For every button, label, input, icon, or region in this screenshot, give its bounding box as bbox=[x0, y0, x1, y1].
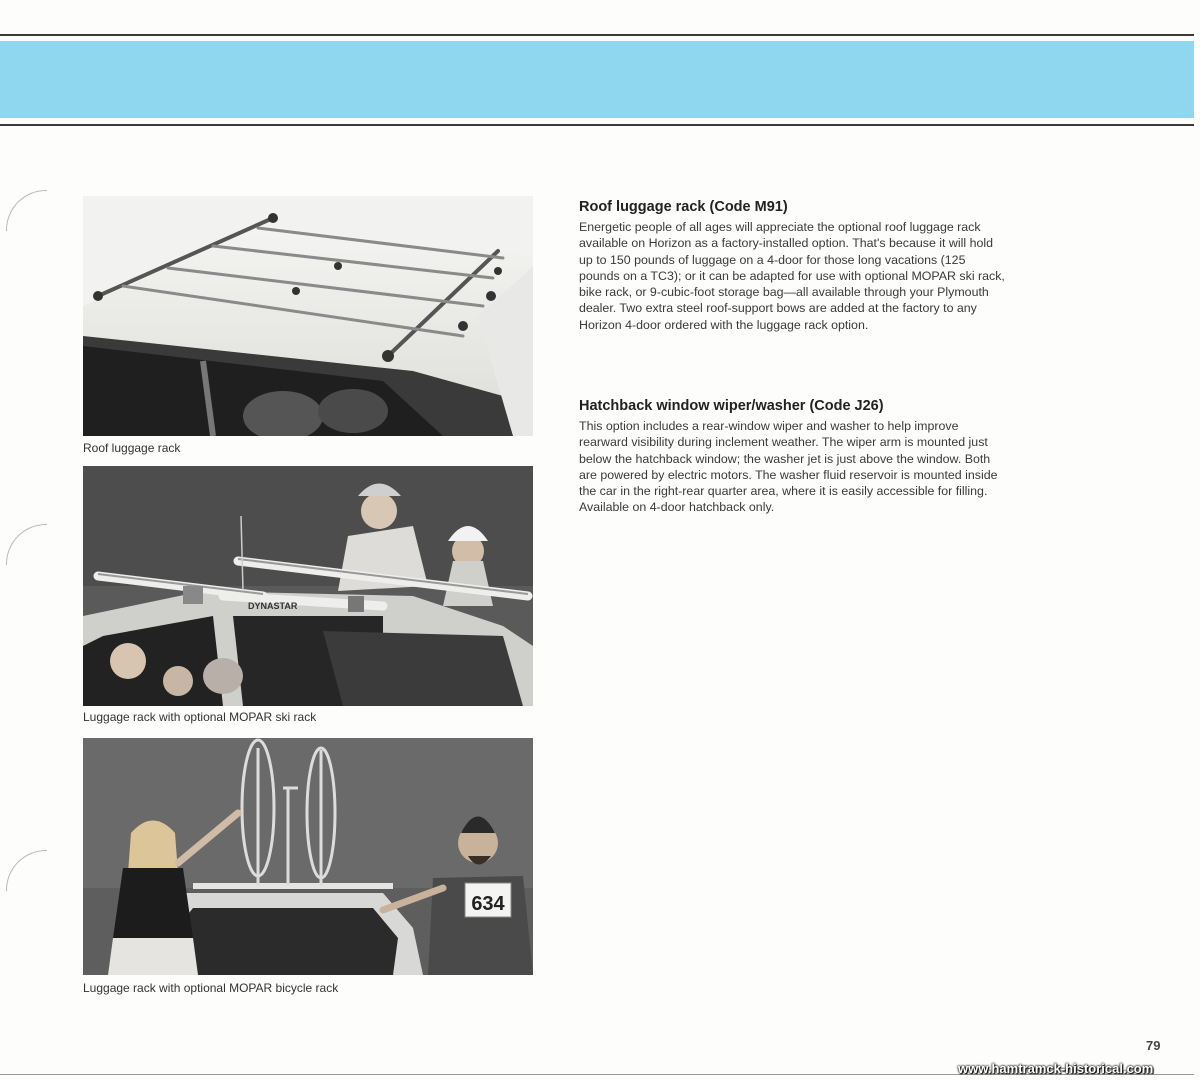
section-body: This option includes a rear-window wiper and washer to help improve rearward visibility during inclement weather. The wiper arm is mounted just below the hatchback window; the washer jet is just above the window. Both are powered by electric motors. The washer fluid reservoir is mounted inside the car in the right-rear quarter area, where it is easily accessible for filling. Available on 4-door hatchback only. bbox=[579, 419, 998, 515]
binder-hole-icon bbox=[6, 524, 47, 565]
photo-caption: Luggage rack with optional MOPAR ski rack bbox=[83, 710, 317, 724]
section-hatchback-wiper-washer bbox=[579, 398, 1009, 516]
photo-bicycle-rack bbox=[83, 738, 533, 975]
photo-ski-rack bbox=[83, 466, 533, 706]
race-bib-number: 634 bbox=[471, 893, 505, 915]
photo-roof-luggage-rack bbox=[83, 196, 533, 436]
ski-brand-label: DYNASTAR bbox=[248, 601, 298, 611]
header-banner bbox=[0, 41, 1194, 118]
binder-hole-icon bbox=[6, 850, 47, 891]
section-title: Roof luggage rack (Code M91) bbox=[579, 199, 788, 215]
section-roof-luggage-rack bbox=[579, 199, 1009, 333]
header-rule-top bbox=[0, 34, 1194, 36]
header-rule-bottom bbox=[0, 124, 1194, 126]
page-number: 79 bbox=[1146, 1038, 1161, 1053]
section-title: Hatchback window wiper/washer (Code J26) bbox=[579, 398, 884, 414]
site-watermark: www.hamtramck-historical.com bbox=[958, 1061, 1154, 1076]
section-body: Energetic people of all ages will appreciate the optional roof luggage rack available on Horizon as a factory-installed option. That's because it will hold up to 150 pounds of luggage on a 4-door for those long vacations (125 pounds on a TC3); or it can be adapted for use with optional MOPAR ski rack, bike rack, or 9-cubic-foot storage bag—all available through your Plymouth dealer. Two extra steel roof-support bows are added at the factory to any Horizon 4-door ordered with the luggage rack option. bbox=[579, 220, 1005, 332]
binder-hole-icon bbox=[6, 190, 47, 231]
photo-caption: Roof luggage rack bbox=[83, 441, 181, 455]
photo-caption: Luggage rack with optional MOPAR bicycle rack bbox=[83, 981, 339, 995]
